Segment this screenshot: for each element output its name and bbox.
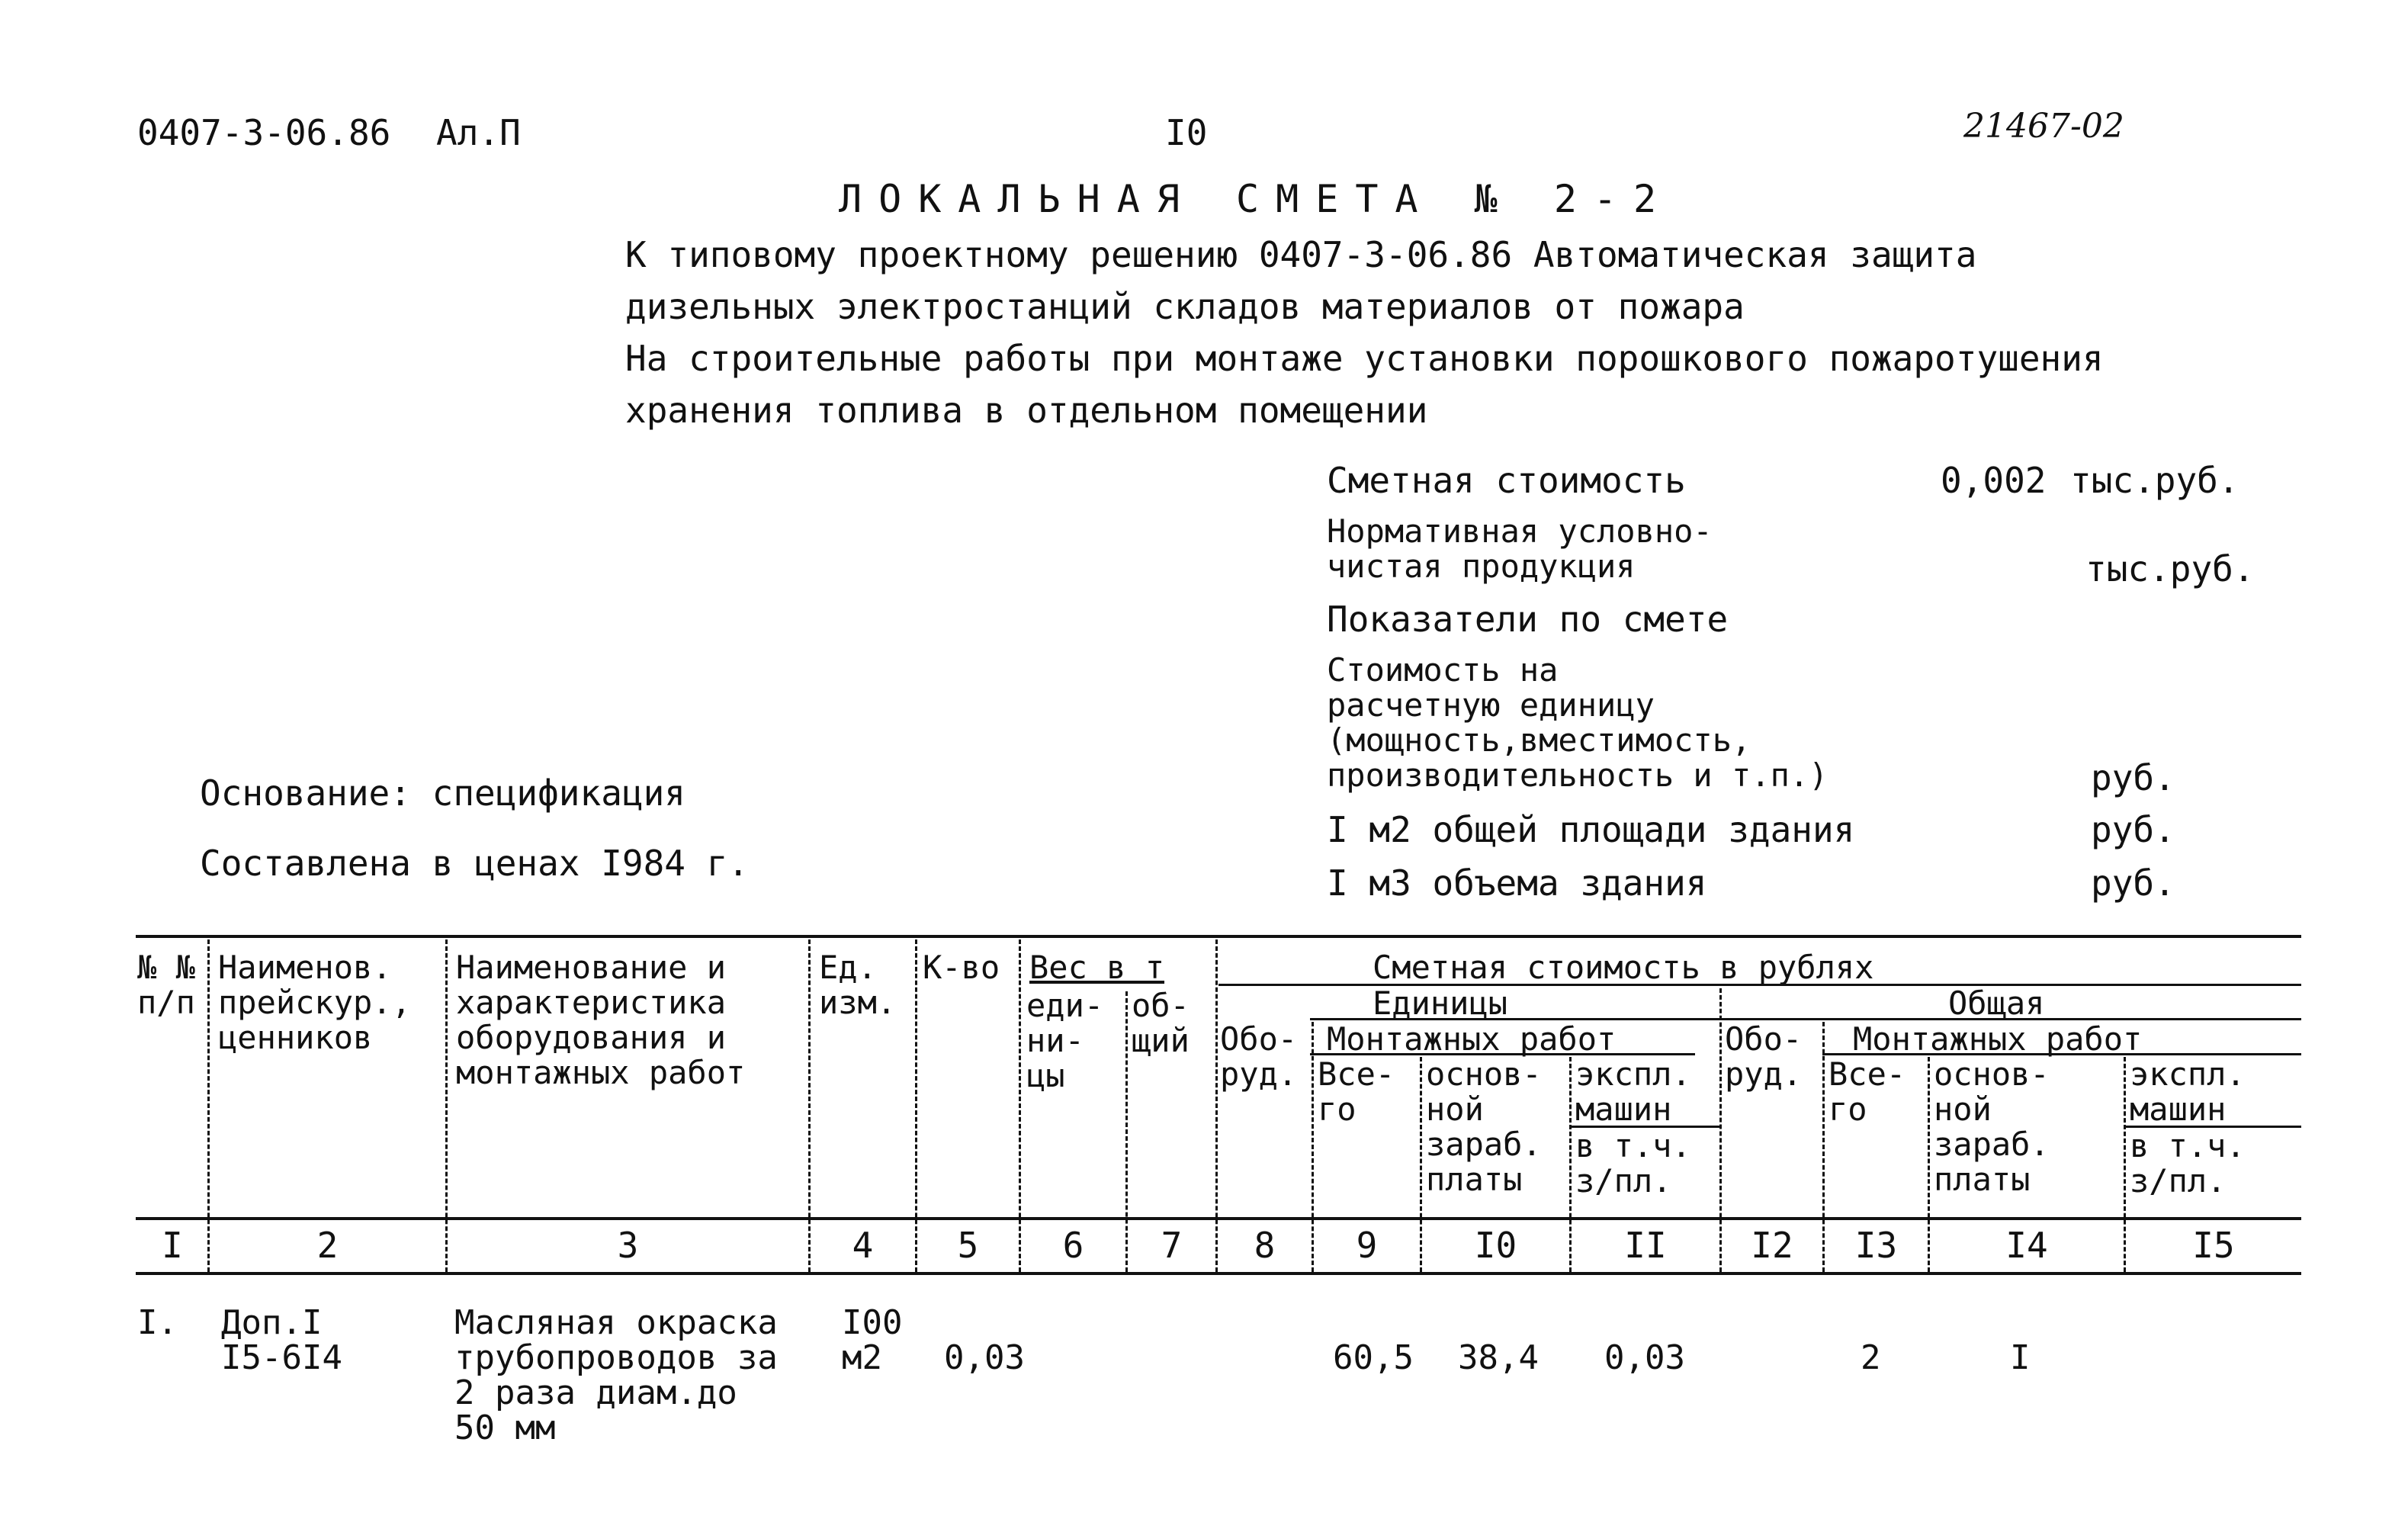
col-sep: [1019, 939, 1021, 1272]
col-number: II: [1624, 1225, 1667, 1266]
header-pricelist: Наименов. прейскур., ценников: [218, 949, 411, 1056]
row-name-2: трубопроводов за: [454, 1338, 778, 1377]
header-total-equip: Обо- руд.: [1725, 1020, 1803, 1093]
row-unit-mach: 0,03: [1604, 1338, 1685, 1377]
row-name-4: 50 мм: [454, 1408, 556, 1447]
col-number: 5: [957, 1225, 979, 1266]
title-line-1: К типовому проектному решению 0407-3-06.86 Автоматическая защита: [625, 234, 1977, 275]
area-indicator-label: I м2 общей площади здания: [1327, 809, 1855, 850]
col-sep: [1215, 939, 1218, 1272]
handwritten-number: 21467-02: [1963, 107, 2124, 146]
col-number: 6: [1062, 1225, 1084, 1266]
row-name-1: Масляная окраска: [454, 1303, 778, 1342]
row-total-all: 2: [1861, 1338, 1881, 1377]
col-number: 9: [1356, 1225, 1378, 1266]
header-unit-mach: экспл. машин: [1575, 1055, 1691, 1128]
col-sep: [207, 939, 210, 1272]
unit-cost-line-4: производительность и т.п.): [1327, 756, 1828, 794]
basis-text: Основание: спецификация: [200, 772, 685, 814]
col-sep: [915, 939, 917, 1272]
cost-value: 0,002: [1941, 460, 2047, 501]
header-cost: Сметная стоимость в рублях: [1373, 949, 1874, 986]
header-unit: Ед. изм.: [819, 949, 897, 1021]
header-name: Наименование и характеристика оборудования и монтажных работ: [456, 949, 746, 1091]
header-unit-mount: Монтажных работ: [1327, 1020, 1617, 1058]
col-number: I4: [2005, 1225, 2048, 1266]
row-no: I.: [137, 1303, 178, 1342]
row-unit-total: 60,5: [1333, 1338, 1414, 1377]
normative-label-1: Нормативная условно-: [1327, 512, 1713, 550]
col-number: I: [162, 1225, 183, 1266]
title-line-4: хранения топлива в отдельном помещении: [625, 390, 1428, 431]
header-unit-wage: основ- ной зараб. платы: [1426, 1055, 1542, 1198]
col-number: I5: [2192, 1225, 2235, 1266]
row-qty: 0,03: [944, 1338, 1025, 1377]
header-qty: К-во: [923, 949, 1000, 986]
header-no: № № п/п: [137, 949, 195, 1021]
header-unit-all: Все- го: [1318, 1055, 1395, 1128]
header-bottom-rule: [136, 1217, 2301, 1220]
col-number: I3: [1854, 1225, 1898, 1266]
sheet-label: Ал.П: [436, 112, 521, 153]
unit-cost-line-3: (мощность,вместимость,: [1327, 721, 1751, 759]
col-number: 3: [617, 1225, 639, 1266]
col-number: I0: [1474, 1225, 1517, 1266]
row-unit-wage: 38,4: [1458, 1338, 1539, 1377]
header-unit-incl: в т.ч. з/пл.: [1575, 1127, 1691, 1200]
indicators-label: Показатели по смете: [1327, 599, 1729, 640]
header-total-mount: Монтажных работ: [1853, 1020, 2143, 1058]
header-weight: Вес в т: [1029, 949, 1165, 986]
header-weight-total: об- щий: [1132, 987, 1190, 1059]
row-total-wage: I: [2010, 1338, 2031, 1377]
header-unit-equip: Обо- руд.: [1220, 1020, 1298, 1093]
prices-text: Составлена в ценах I984 г.: [200, 843, 750, 884]
area-indicator-unit: руб.: [2091, 809, 2175, 850]
row-unit-2: м2: [842, 1338, 882, 1377]
col-number: 8: [1254, 1225, 1276, 1266]
row-unit-1: I00: [842, 1303, 903, 1342]
title-line-3: На строительные работы при монтаже установки порошкового пожаротушения: [625, 338, 2104, 379]
volume-indicator-label: I м3 объема здания: [1327, 862, 1707, 904]
table-top-rule: [136, 935, 2301, 938]
normative-label-2: чистая продукция: [1327, 548, 1636, 585]
col-number: 4: [852, 1225, 874, 1266]
header-total-mach: экспл. машин: [2130, 1055, 2246, 1128]
unit-cost-line-1: Стоимость на: [1327, 651, 1559, 689]
col-sep: [445, 939, 448, 1272]
header-weight-unit: еди- ни- цы: [1026, 987, 1104, 1094]
normative-unit: тыс.руб.: [2085, 548, 2255, 589]
header-total-wage: основ- ной зараб. платы: [1934, 1055, 2050, 1198]
page-number: I0: [1165, 112, 1208, 153]
unit-cost-unit: руб.: [2091, 757, 2175, 798]
col-sep: [808, 939, 811, 1272]
volume-indicator-unit: руб.: [2091, 862, 2175, 904]
unit-cost-line-2: расчетную единицу: [1327, 686, 1655, 724]
cost-label: Сметная стоимость: [1327, 460, 1686, 501]
document-code: 0407-3-06.86: [137, 112, 391, 153]
number-row-rule: [136, 1272, 2301, 1275]
header-total-incl: в т.ч. з/пл.: [2130, 1127, 2246, 1200]
row-pricelist-1: Доп.I: [221, 1303, 323, 1342]
row-pricelist-2: I5-6I4: [221, 1338, 342, 1377]
cost-unit: тыс.руб.: [2070, 460, 2239, 501]
header-per-unit: Единицы: [1373, 984, 1508, 1022]
header-total: Общая: [1948, 984, 2045, 1022]
document-title: ЛОКАЛЬНАЯ СМЕТА № 2-2: [839, 177, 1674, 221]
col-number: 7: [1161, 1225, 1183, 1266]
col-number: I2: [1751, 1225, 1793, 1266]
row-name-3: 2 раза диам.до: [454, 1373, 737, 1412]
title-line-2: дизельных электростанций складов материалов от пожара: [625, 286, 1745, 327]
col-number: 2: [316, 1225, 339, 1266]
header-total-all: Все- го: [1828, 1055, 1906, 1128]
